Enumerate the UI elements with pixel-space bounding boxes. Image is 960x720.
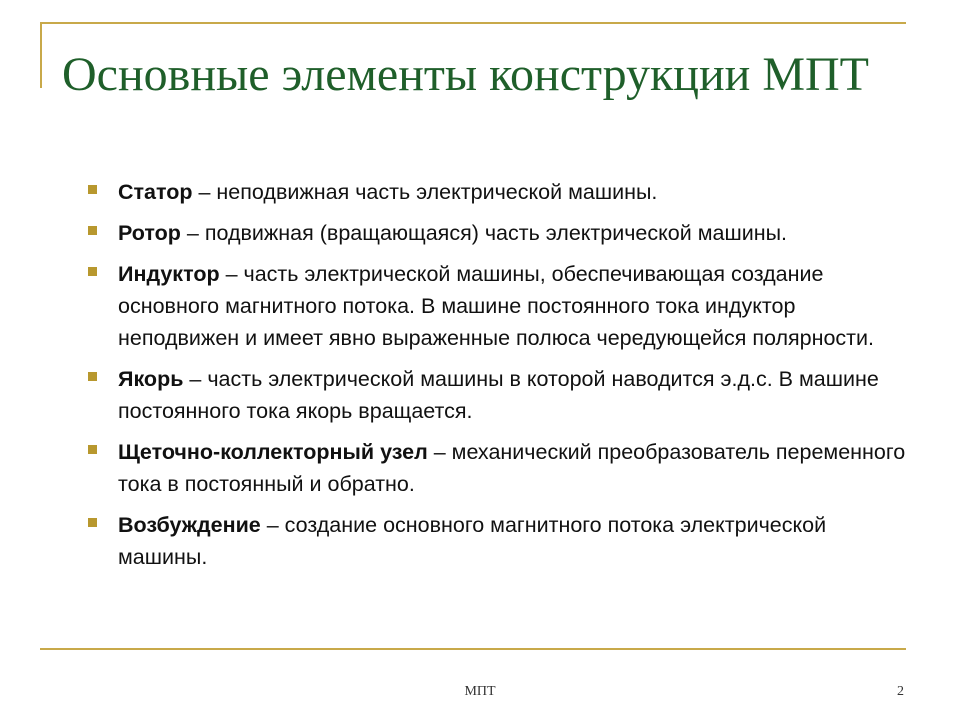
square-bullet-icon (88, 267, 97, 276)
term-label: Щеточно-коллекторный узел (118, 440, 428, 464)
top-divider (40, 22, 906, 24)
footer-title: МПТ (464, 684, 496, 699)
term-label: Якорь (118, 367, 184, 391)
left-accent-line (40, 22, 42, 88)
definitions-list (86, 176, 906, 582)
page-number: 2 (897, 684, 904, 699)
definition-text: – механический преобразователь переменного тока в постоянный и обратно. (118, 440, 906, 496)
square-bullet-icon (88, 518, 97, 527)
definition-text: – часть электрической машины, обеспечивающая создание основного магнитного потока. В машине постоянного тока индуктор неподвижен и имеет явно выраженные полюса чередующейся полярности. (118, 262, 875, 350)
square-bullet-icon (88, 445, 97, 454)
term-label: Возбуждение (118, 513, 261, 537)
term-label: Индуктор (118, 262, 220, 286)
definition-text: – создание основного магнитного потока электрической машины. (118, 513, 827, 569)
list-item (86, 436, 906, 500)
slide-title: Основные элементы конструкции МПТ (62, 48, 869, 101)
square-bullet-icon (88, 226, 97, 235)
term-label: Статор (118, 180, 193, 204)
list-item (86, 217, 906, 249)
list-item (86, 363, 906, 427)
definition-text: – подвижная (вращающаяся) часть электрической машины. (180, 221, 788, 245)
definition-text: – неподвижная часть электрической машины. (192, 180, 658, 204)
square-bullet-icon (88, 185, 97, 194)
bottom-divider (40, 648, 906, 650)
definition-text: – часть электрической машины в которой наводится э.д.с. В машине постоянного тока якорь вращается. (118, 367, 879, 423)
list-item (86, 176, 906, 208)
list-item (86, 258, 906, 354)
list-item (86, 509, 906, 573)
term-label: Ротор (118, 221, 181, 245)
square-bullet-icon (88, 372, 97, 381)
